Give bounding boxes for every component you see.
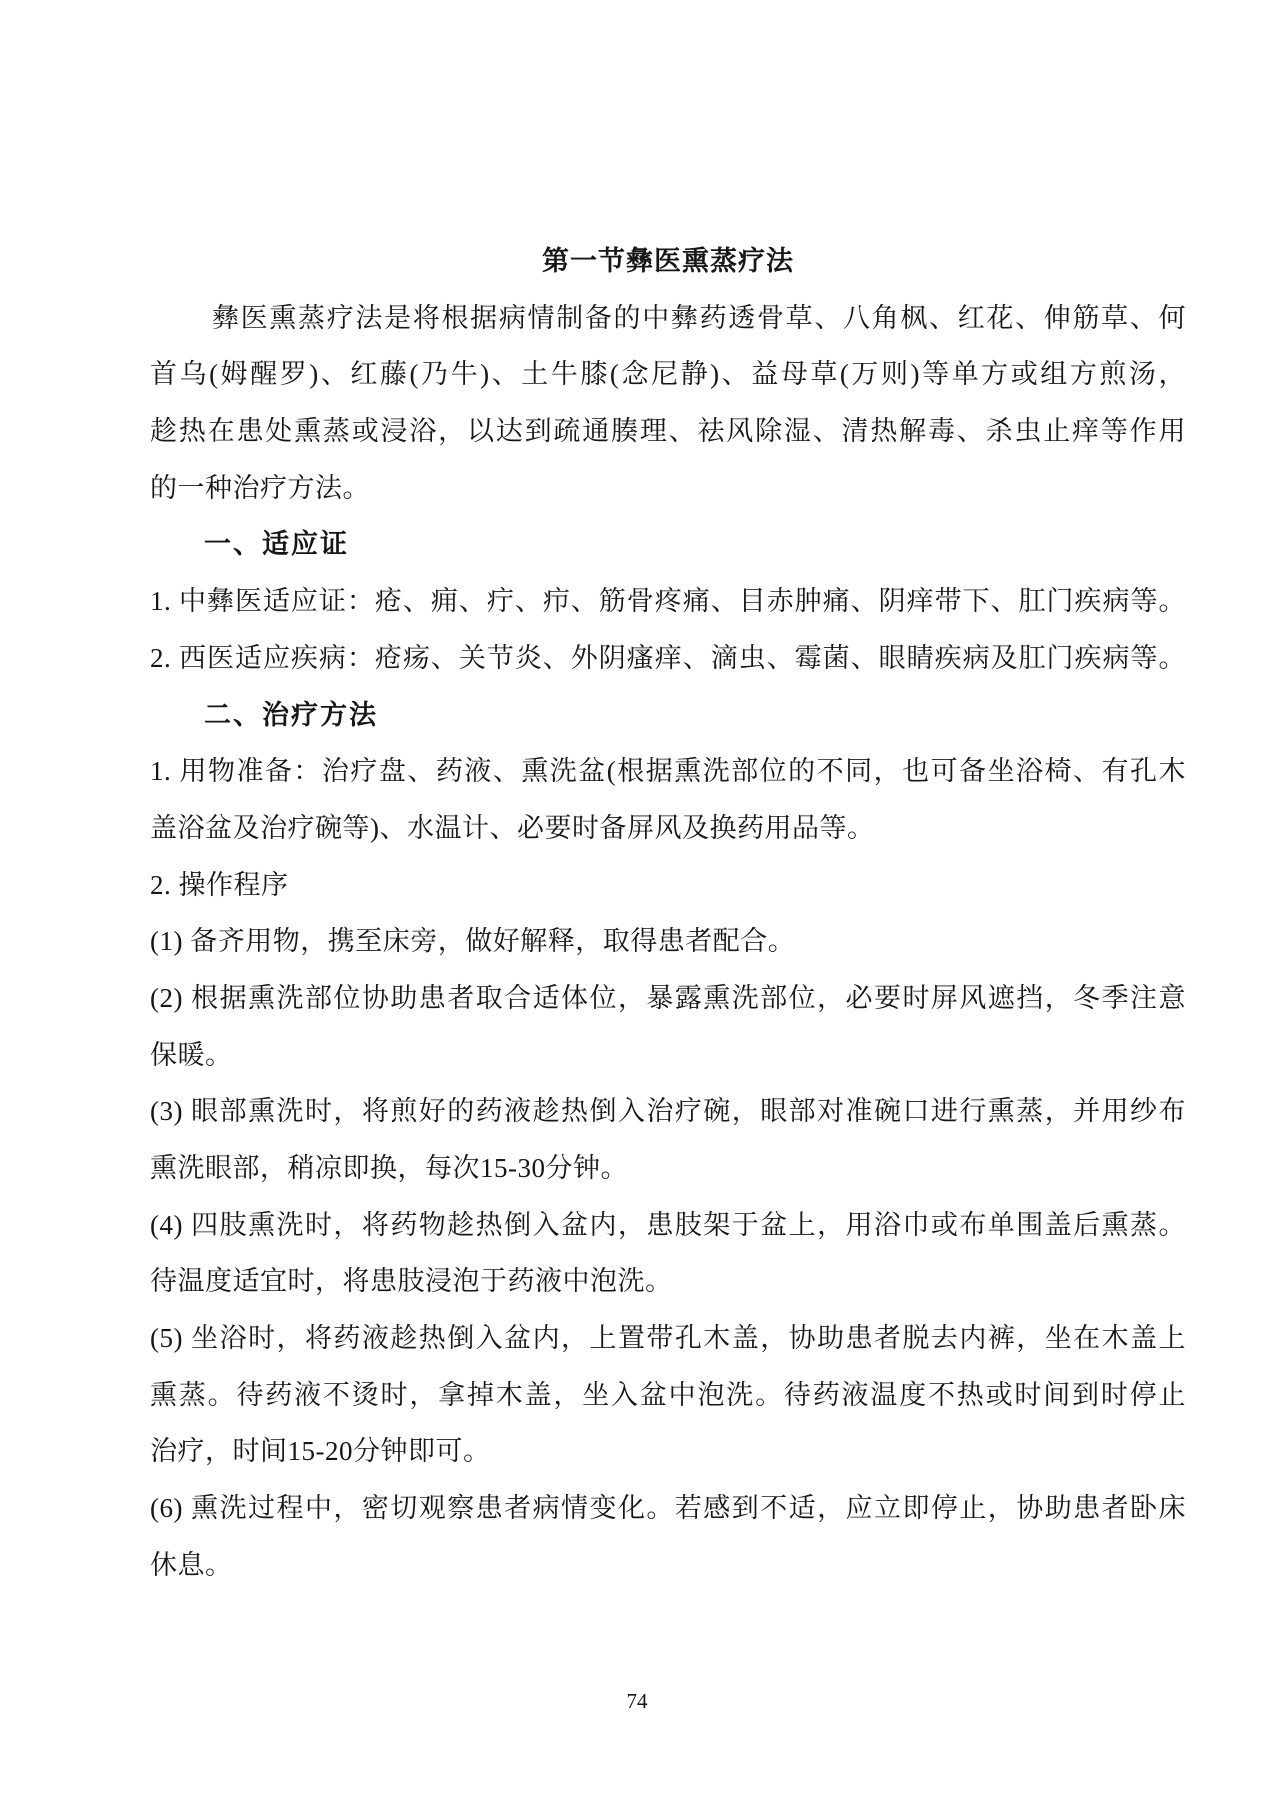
list-item-line: 熏蒸。待药液不烫时，拿掉木盖，坐入盆中泡洗。待药液温度不热或时间到时停止	[150, 1379, 1186, 1410]
list-item-line: (5) 坐浴时，将药液趁热倒入盆内，上置带孔木盖，协助患者脱去内裤，坐在木盖上	[150, 1323, 1186, 1354]
intro-paragraph-line: 趁热在患处熏蒸或浸浴，以达到疏通腠理、祛风除湿、清热解毒、杀虫止痒等作用	[150, 416, 1186, 447]
list-item-line: (2) 根据熏洗部位协助患者取合适体位，暴露熏洗部位，必要时屏风遮挡，冬季注意	[150, 982, 1186, 1013]
list-item-line: 熏洗眼部，稍凉即换，每次15-30分钟。	[150, 1153, 628, 1183]
list-item-line: (6) 熏洗过程中，密切观察患者病情变化。若感到不适，应立即停止，协助患者卧床	[150, 1493, 1186, 1524]
list-item-line: 2. 西医适应疾病：疮疡、关节炎、外阴瘙痒、滴虫、霉菌、眼睛疾病及肛门疾病等。	[150, 642, 1186, 673]
list-item-line: 盖浴盆及治疗碗等)、水温计、必要时备屏风及换药用品等。	[150, 812, 875, 843]
document-content	[150, 233, 1186, 1594]
intro-paragraph-line: 彝医熏蒸疗法是将根据病情制备的中彝药透骨草、八角枫、红花、伸筋草、何	[212, 302, 1186, 333]
section-heading-indications: 一、适应证	[204, 529, 349, 560]
list-item-line: (4) 四肢熏洗时，将药物趁热倒入盆内，患肢架于盆上，用浴巾或布单围盖后熏蒸。	[150, 1209, 1186, 1240]
list-item-line: 1. 中彝医适应证：疮、痈、疔、疖、筋骨疼痛、目赤肿痛、阴痒带下、肛门疾病等。	[150, 586, 1186, 617]
list-item-line: (3) 眼部熏洗时，将煎好的药液趁热倒入治疗碗，眼部对准碗口进行熏蒸，并用纱布	[150, 1096, 1186, 1127]
list-item-line: 1. 用物准备：治疗盘、药液、熏洗盆(根据熏洗部位的不同，也可备坐浴椅、有孔木	[150, 756, 1186, 787]
intro-paragraph-line: 首乌(姆醒罗)、红藤(乃牛)、土牛膝(念尼静)、益母草(万则)等单方或组方煎汤，	[150, 359, 1186, 390]
list-item-line: (1) 备齐用物，携至床旁，做好解释，取得患者配合。	[150, 926, 796, 957]
page-title: 第一节彝医熏蒸疗法	[542, 246, 794, 276]
section-heading-treatment: 二、治疗方法	[204, 699, 378, 730]
list-item-line: 保暖。	[150, 1039, 233, 1070]
page-number: 74	[626, 1689, 648, 1713]
list-item-line: 治疗，时间15-20分钟即可。	[150, 1436, 491, 1467]
list-item-line: 待温度适宜时，将患肢浸泡于药液中泡洗。	[150, 1266, 673, 1297]
list-item-line: 2. 操作程序	[150, 869, 289, 900]
intro-paragraph-line: 的一种治疗方法。	[150, 472, 370, 503]
list-item-line: 休息。	[150, 1549, 233, 1580]
